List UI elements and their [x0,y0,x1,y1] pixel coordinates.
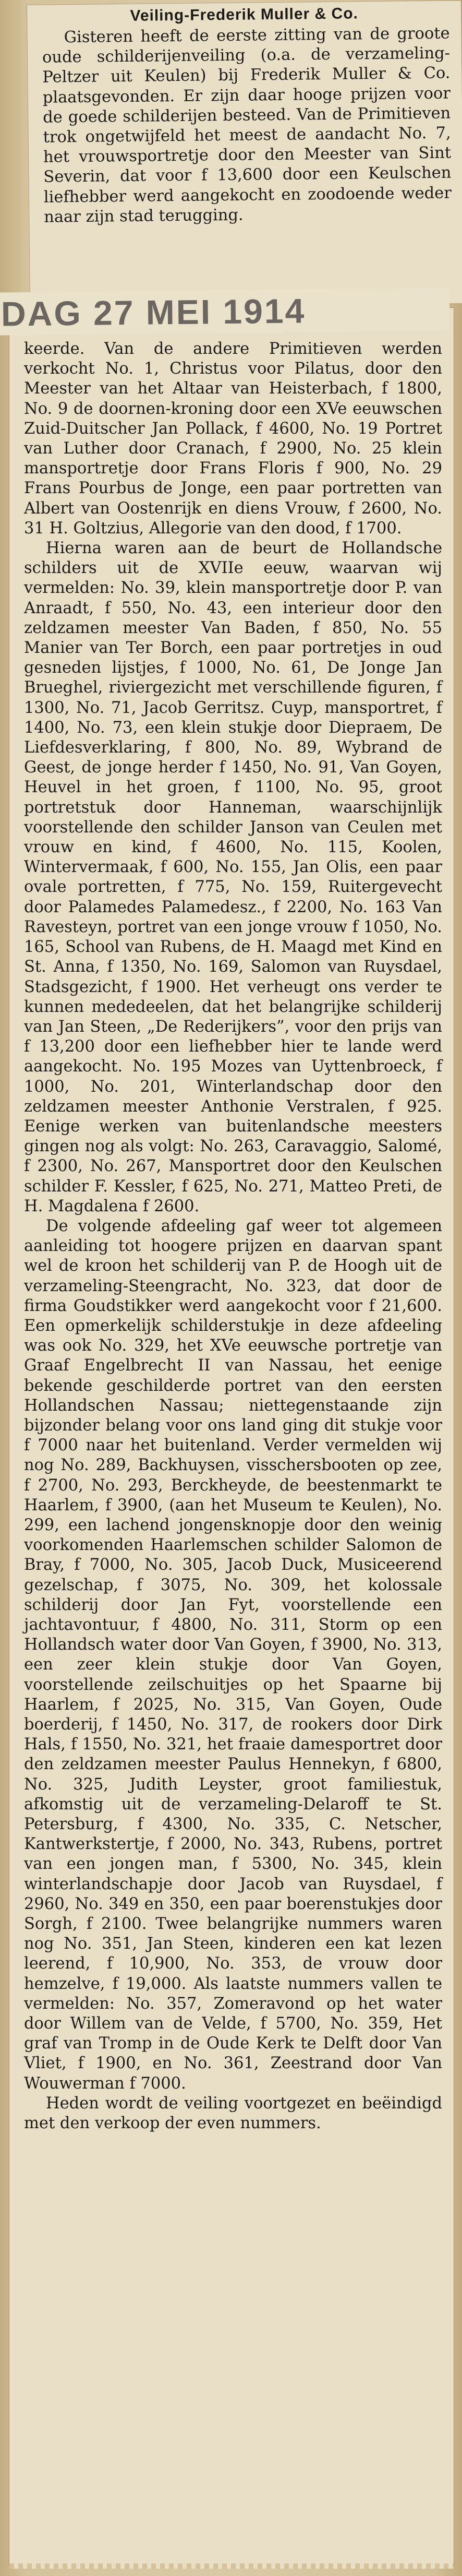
article-paragraph-1: keerde. Van de andere Primitieven werden verkocht No. 1, Christus voor Pilatus, door den Meester van het Altaar van Heisterbach, f 1800, No. 9 de doornen-kroning door een XVe eeuwschen Zuid-Duitscher Jan Pollack, f 4600, No. 19 Portret van Luther door Cranach, f 2900, No. 25 klein mansportretje door Frans Floris f 900, No. 29 Frans Pourbus de Jonge, een paar portretten van Albert van Oostenrijk en diens Vrouw, f 2600, No. 31 H. Goltzius, Allegorie van den dood, f 1700. [24,340,442,538]
torn-edge [9,2563,454,2569]
article-paragraph-4: Heden wordt de veiling voortgezet en beëindigd met den verkoop der even nummers. [24,2094,442,2133]
main-clipping [9,308,454,2566]
main-column [9,308,454,2133]
dateline-strip: DAG 27 MEI 1914 [0,288,449,335]
clipping-header: Veiling-Frederik Muller & Co. [130,5,359,25]
article-paragraph-3: De volgende afdeeling gaf weer tot algemeen aanleiding tot hoogere prijzen en daarvan spant wel de kroon het schilderij van P. de Hoogh uit de verzameling-Steengracht, No. 323, dat door de firma Goudstikker werd aangekocht voor f 21,600. Een opmerkelijk schilderstukje in deze afdeeling was ook No. 329, het XVe eeuwsche portretje van Graaf Engelbrecht II van Nassau, het eenige bekende geschilderde portret van den eersten Hollandschen Nassau; niettegenstaande zijn bijzonder belang voor ons land ging dit stukje voor f 7000 naar het buitenland. Verder vermelden wij nog No. 289, Backhuysen, visschersbooten op zee, f 2700, No. 293, Berckheyde, de beestenmarkt te Haarlem, f 3900, (aan het Museum te Keulen), No. 299, een lachend jongensknopje door den weinig voorkomenden Haarlemschen schilder Salomon de Bray, f 7000, No. 305, Jacob Duck, Musiceerend gezelschap, f 3075, No. 309, het kolossale schilderij door Jan Fyt, voorstellende een jachtavontuur, f 4800, No. 311, Storm op een Hollandsch water door Van Goyen, f 3900, No. 313, een zeer klein stukje door Van Goyen, voorstellende zeilschuitjes op het Spaarne bij Haarlem, f 2025, No. 315, Van Goyen, Oude boerderij, f 1450, No. 317, de rookers door Dirk Hals, f 1550, No. 321, het fraaie damesportret door den zeldzamen meester Paulus Hennekyn, f 6800, No. 325, Judith Leyster, groot familiestuk, afkomstig uit de verzameling-Delaroff te St. Petersburg, f 4300, No. 335, C. Netscher, Kantwerkstertje, f 2000, No. 343, Rubens, portret van een jongen man, f 5300, No. 345, klein winterlandschapje door Jacob van Ruysdael, f 2960, No. 349 en 350, een paar boerenstukjes door Sorgh, f 2100. Twee belangrijke nummers waren nog No. 351, Jan Steen, kinderen een kat lezen leerend, f 10,900, No. 353, de vrouw door hemzelve, f 19,000. Als laatste nummers vallen te vermelden: No. 357, Zomeravond op het water door Willem van de Velde, f 5700, No. 359, Het graf van Tromp in de Oude Kerk te Delft door Van Vliet, f 1900, en No. 361, Zeestrand door Van Wouwerman f 7000. [24,1217,442,2093]
top-column [27,23,462,228]
article-paragraph-2: Hierna waren aan de beurt de Hollandsche schilders uit de XVIIe eeuw, waarvan wij vermelden: No. 39, klein mansportretje door P. van Anraadt, f 550, No. 43, een interieur door den zeldzamen meester Van Baden, f 850, No. 55 Manier van Ter Borch, een paar portretjes in oud gesneden lijstjes, f 1000, No. 61, De Jonge Jan Brueghel, riviergezicht met verschillende figuren, f 1300, No. 71, Jacob Gerritsz. Cuyp, mansportret, f 1400, No. 73, een klein stukje door Diepraem, De Liefdesverklaring, f 800, No. 89, Wybrand de Geest, de jonge herder f 1450, No. 91, Van Goyen, Heuvel in het groen, f 1100, No. 95, groot portretstuk door Hanneman, waarschijnlijk voorstellende den schilder Janson van Ceulen met vrouw en kind, f 4600, No. 115, Koolen, Wintervermaak, f 600, No. 155, Jan Olis, een paar ovale portretten, f 775, No. 159, Ruitergevecht door Palamedes Palamedesz., f 2200, No. 163 Van Ravesteyn, portret van een jonge vrouw f 1050, No. 165, School van Rubens, de H. Maagd met Kind en St. Anna, f 1350, No. 169, Salomon van Ruysdael, Stadsgezicht, f 1900. Het verheugt ons verder te kunnen mededeelen, dat het belangrijke schilderij van Jan Steen, „De Rederijkers”, voor den prijs van f 13,200 door een liefhebber hier te lande werd aangekocht. No. 195 Mozes van Uyttenbroeck, f 1000, No. 201, Winterlandschap door den zeldzamen meester Anthonie Verstralen, f 925. Eenige werken van buitenlandsche meesters gingen nog als volgt: No. 263, Caravaggio, Salomé, f 2300, No. 267, Mansportret door den Keulschen schilder F. Kessler, f 625, No. 271, Matteo Preti, de H. Magdalena f 2600. [24,539,442,1215]
top-clipping [27,1,462,308]
top-paragraph: Gisteren heeft de eerste zitting van de groote oude schilderijenveiling (o.a. de verzameling-Peltzer uit Keulen) bij Frederik Muller & Co. plaatsgevonden. Er zijn daar hooge prijzen voor de goede schilderijen besteed. Van de Primitieven trok ongetwijfeld het meest de aandacht No. 7, het vrouwsportretje door den Meester van Sint Severin, dat voor f 13,600 door een Keulschen liefhebber werd aangekocht en zoodoende weder naar zijn stad terugging. [42,24,452,226]
